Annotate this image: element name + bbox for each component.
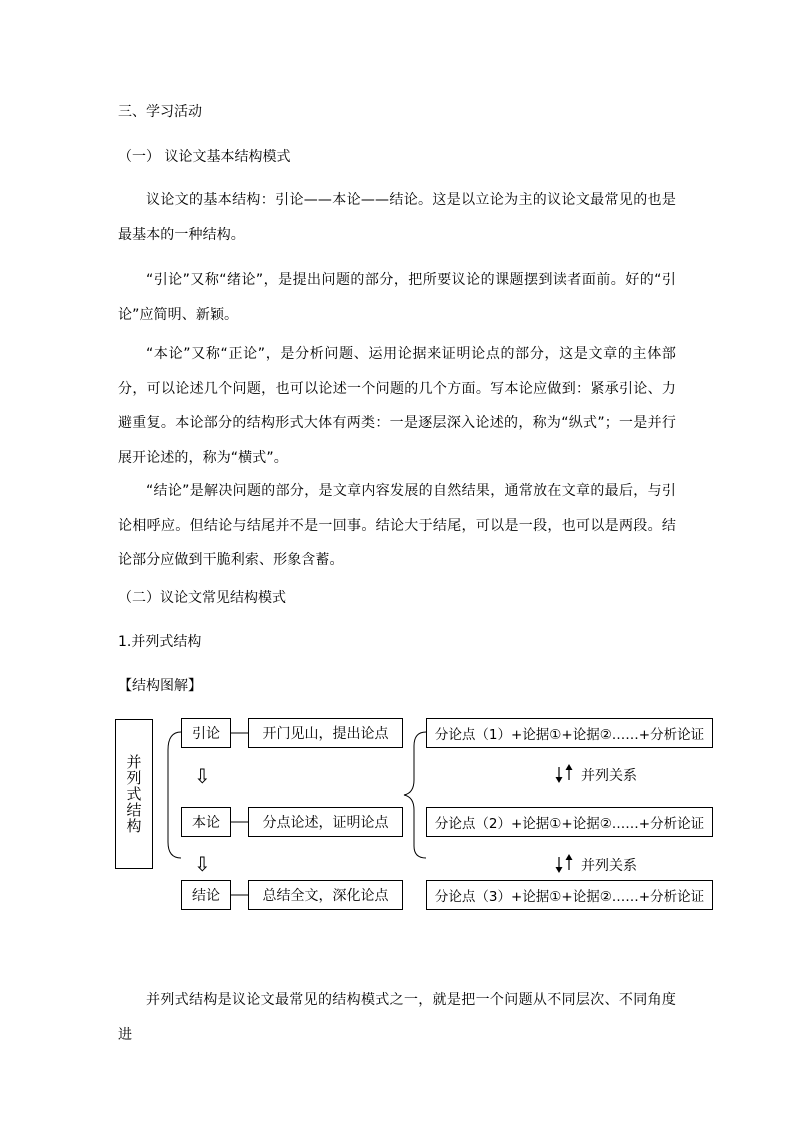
relation-label-2: 并列关系 bbox=[581, 858, 637, 874]
section-title: 三、学习活动 bbox=[118, 104, 202, 120]
part-jielun-desc: 总结全文，深化论点 bbox=[262, 888, 389, 904]
paragraph-jielun: “结论”是解决问题的部分，是文章内容发展的自然结果，通常放在文章的最后，与引论相呼应。但结论与结尾并不是一回事。结论大于结尾，可以是一段，也可以是两段。结论部分应做到干脆利索、形象含蓄。 bbox=[118, 483, 676, 568]
sub-point-2-box bbox=[426, 807, 713, 837]
relation-label-1: 并列关系 bbox=[581, 768, 637, 784]
sub-point-1: 分论点（1）+论据①+论据②……+分析论证 bbox=[434, 727, 705, 743]
part-yinlun-desc-box bbox=[248, 718, 403, 748]
sub-point-1-box bbox=[426, 718, 713, 748]
part-benlun-desc: 分点论述，证明论点 bbox=[262, 815, 389, 831]
paragraph-structure-intro: 议论文的基本结构：引论——本论——结论。这是以立论为主的议论文最常见的也是最基本的一种结构。 bbox=[118, 192, 676, 243]
part-jielun-box bbox=[181, 880, 231, 910]
parallel-structure-label: 并列式结构 bbox=[124, 754, 143, 834]
diagram-heading: 【结构图解】 bbox=[118, 678, 202, 694]
paragraph-parallel-explain: 并列式结构是议论文最常见的结构模式之一，就是把一个问题从不同层次、不同角度进 bbox=[118, 992, 676, 1043]
down-arrow-icon: ⇩ bbox=[194, 852, 211, 876]
part-yinlun-label: 引论 bbox=[192, 726, 220, 742]
part-jielun-label: 结论 bbox=[192, 888, 220, 904]
subsection-title-1: （一） 议论文基本结构模式 bbox=[118, 149, 291, 165]
part-benlun-label: 本论 bbox=[192, 815, 220, 831]
part-yinlun-desc: 开门见山，提出论点 bbox=[262, 726, 389, 742]
sub-point-3: 分论点（3）+论据①+论据②……+分析论证 bbox=[434, 889, 705, 905]
paragraph-benlun: “本论”又称“正论”，是分析问题、运用论据来证明论点的部分，这是文章的主体部分，可以论述几个问题，也可以论述一个问题的几个方面。写本论应做到：紧承引论、力避重复。本论部分的结构形式大体有两类：一是逐层深入论述的，称为“纵式”；一是并行展开论述的，称为“横式”。 bbox=[118, 346, 676, 466]
down-arrow-icon: ⇩ bbox=[194, 764, 211, 788]
item-title-parallel: 1.并列式结构 bbox=[118, 634, 202, 650]
parallel-structure-label-box bbox=[115, 719, 153, 869]
subsection-title-2: （二）议论文常见结构模式 bbox=[118, 590, 286, 606]
part-jielun-desc-box bbox=[248, 880, 403, 910]
paragraph-yinlun: “引论”又称“绪论”，是提出问题的部分，把所要议论的课题摆到读者面前。好的“引论”应简明、新颖。 bbox=[118, 272, 676, 323]
sub-point-2: 分论点（2）+论据①+论据②……+分析论证 bbox=[434, 816, 705, 832]
sub-point-3-box bbox=[426, 880, 713, 910]
relation-arrows-1 bbox=[556, 764, 573, 783]
part-benlun-desc-box bbox=[248, 807, 403, 837]
part-yinlun-box bbox=[181, 718, 231, 748]
relation-arrows-2 bbox=[556, 854, 573, 873]
part-benlun-box bbox=[181, 807, 231, 837]
